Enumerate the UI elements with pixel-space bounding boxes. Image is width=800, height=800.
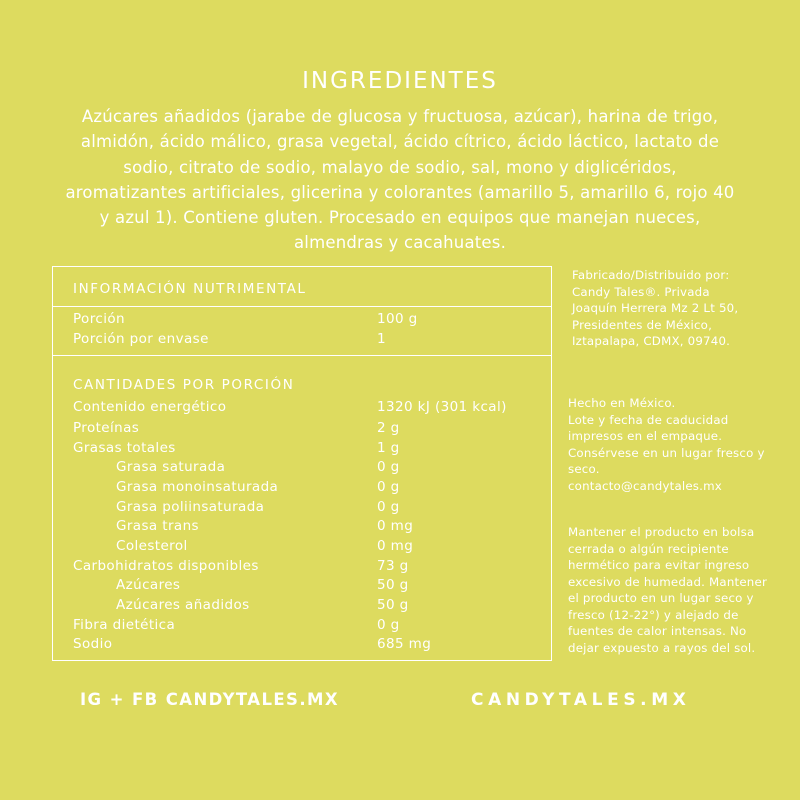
nutrient-row <box>73 479 543 499</box>
nutrient-value: 2 g <box>377 420 400 436</box>
social-handle: IG + FB CANDYTALES.MX <box>80 690 339 709</box>
nutrient-label: Colesterol <box>116 538 188 554</box>
nutrient-label: Azúcares añadidos <box>116 597 250 613</box>
nutrient-row <box>73 518 543 538</box>
contact-email: contacto@candytales.mx <box>568 478 722 493</box>
storage-instructions: Mantener el producto en bolsa cerrada o algún recipiente hermético para evitar ingreso excesivo de humedad. Mantener el producto en un lugar seco y fresco (12-22°) y alejado de fuentes de calor intensas. No dejar expuesto a rayos del sol. <box>568 525 767 655</box>
nutrition-panel <box>52 266 552 661</box>
nutrient-label: Grasas totales <box>73 440 176 456</box>
nutrient-label: Grasa poliinsaturada <box>116 499 265 515</box>
nutrient-value: 0 g <box>377 499 400 515</box>
panel-divider <box>53 306 551 307</box>
nutrient-label: Fibra dietética <box>73 617 176 633</box>
nutrient-row <box>73 440 543 460</box>
nutrient-label: Sodio <box>73 636 113 652</box>
nutrient-row <box>73 538 543 558</box>
ingredients-title: INGREDIENTES <box>302 68 498 94</box>
nutrient-row <box>73 399 543 419</box>
panel-divider <box>53 355 551 356</box>
nutrient-row <box>73 577 543 597</box>
nutrient-value: 73 g <box>377 558 409 574</box>
nutrient-value: 0 mg <box>377 538 414 554</box>
nutrient-row <box>73 459 543 479</box>
ingredients-text: Azúcares añadidos (jarabe de glucosa y fructuosa, azúcar), harina de trigo, almidón, ácido málico, grasa vegetal, ácido cítrico, ácido láctico, lactato de sodio, citrato de sodio, malayo de sodio, sal, mono y diglicéridos, aromatizantes artificiales, glicerina y colorantes (amarillo 5, amarillo 6, rojo 40 y azul 1). Contiene gluten. Procesado en equipos que manejan nueces, almendras y cacahuates. <box>65 107 735 253</box>
nutrient-label: Grasa trans <box>116 518 199 534</box>
nutrient-row <box>73 597 543 617</box>
nutrient-value: 0 g <box>377 617 400 633</box>
website-label: CANDYTALES.MX <box>471 690 691 710</box>
serving-row <box>73 311 543 331</box>
nutrition-header: INFORMACIÓN NUTRIMENTAL <box>73 281 307 297</box>
nutrient-value: 50 g <box>377 597 409 613</box>
manufacturer-info: Fabricado/Distribuido por: Candy Tales®. Privada Joaquín Herrera Mz 2 Lt 50, Presidentes de México, Iztapalapa, CDMX, 09740. <box>572 268 739 348</box>
nutrient-value: 50 g <box>377 577 409 593</box>
nutrient-value: 685 mg <box>377 636 432 652</box>
storage-short-text: Consérvese en un lugar fresco y seco. <box>568 445 765 476</box>
nutrient-label: Carbohidratos disponibles <box>73 558 259 574</box>
nutrient-label: Proteínas <box>73 420 140 436</box>
nutrient-value: 0 g <box>377 459 400 475</box>
nutrient-row <box>73 617 543 637</box>
nutrient-value: 1320 kJ (301 kcal) <box>377 399 507 415</box>
made-in-text: Hecho en México. <box>568 396 676 410</box>
nutrient-row <box>73 636 543 656</box>
serving-value: 100 g <box>377 311 418 327</box>
nutrient-label: Grasa monoinsaturada <box>116 479 279 495</box>
origin-block <box>568 395 778 494</box>
nutrient-label: Grasa saturada <box>116 459 226 475</box>
servings-per-pack-value: 1 <box>377 331 386 347</box>
amounts-header: CANTIDADES POR PORCIÓN <box>73 377 295 393</box>
nutrient-label: Azúcares <box>116 577 181 593</box>
nutrient-value: 0 mg <box>377 518 414 534</box>
servings-per-pack-label: Porción por envase <box>73 331 209 347</box>
nutrient-value: 1 g <box>377 440 400 456</box>
nutrient-row <box>73 420 543 440</box>
serving-label: Porción <box>73 311 125 327</box>
servings-per-pack-row <box>73 331 543 351</box>
nutrient-row <box>73 558 543 578</box>
nutrient-label: Contenido energético <box>73 399 227 415</box>
lot-info-text: Lote y fecha de caducidad impresos en el empaque. <box>568 412 729 443</box>
nutrient-row <box>73 499 543 519</box>
nutrient-value: 0 g <box>377 479 400 495</box>
